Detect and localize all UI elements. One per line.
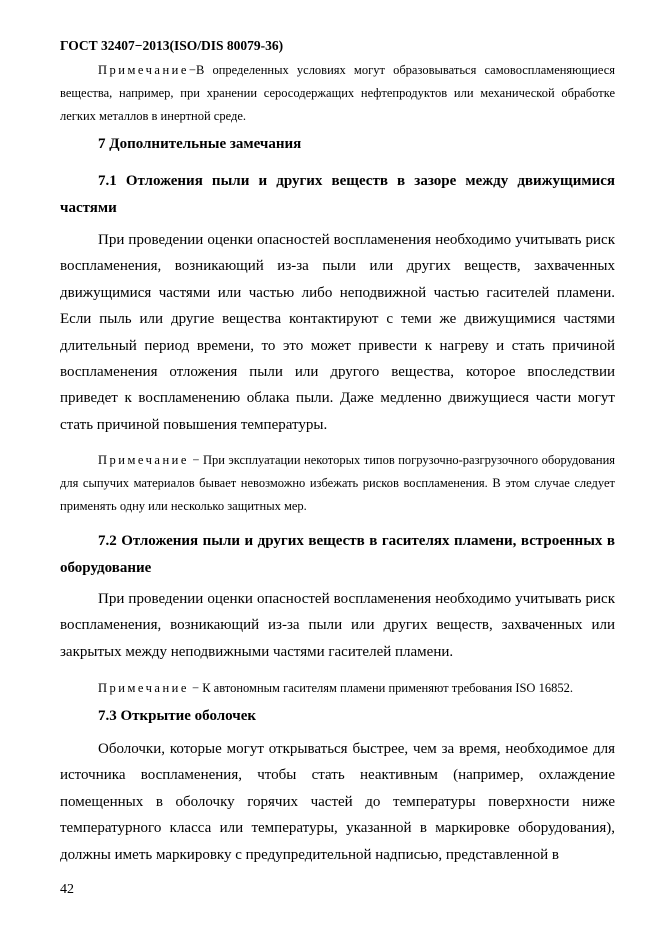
note-dash: −: [188, 63, 196, 77]
note-dash: −: [192, 681, 200, 695]
note-label: Примечание: [98, 681, 189, 695]
note-label: Примечание: [98, 453, 189, 467]
section-7-2-heading: 7.2 Отложения пыли и других веществ в гасителях пламени, встроенных в оборудование: [60, 533, 615, 576]
page-number: 42: [60, 882, 74, 897]
note-self-ignition: [60, 59, 615, 128]
note-text: К автономным гасителям пламени применяют требования ISO 16852.: [202, 681, 573, 695]
section-7-3-paragraph: Оболочки, которые могут открываться быстрее, чем за время, необходимое для источника воспламенения, чтобы стать неактивным (например, охлаждение помещенных в оболочку горячих частей до температуры поверхности ниже температурного класса или температуры, указанной в маркировке оборудования), должны иметь маркировку с предупредительной надписью, представленной в: [60, 741, 615, 863]
section-7-2-paragraph: При проведении оценки опасностей воспламенения необходимо учитывать риск воспламенения, возникающий из-за пыли или других веществ, захваченных или закрытых между неподвижными частями гасителей пламени.: [60, 591, 615, 660]
section-7-1-paragraph: При проведении оценки опасностей воспламенения необходимо учитывать риск воспламенения, возникающий из-за пыли или других веществ, захваченных движущимися частями или частью либо неподвижной частью гасителей пламени. Если пыль или другие вещества контактируют с теми же движущимися частями длительный период времени, то это может привести к нагреву и стать причиной воспламенения отложения пыли или другого вещества, которое впоследствии приведет к воспламенению облака пыли. Даже медленно движущиеся части могут стать причиной повышения температуры.: [60, 232, 615, 433]
note-text: В определенных условиях могут образовываться самовоспламеняющиеся вещества, например, при хранении серосодержащих нефтепродуктов или механической обработке легких металлов в инертной среде.: [60, 63, 615, 123]
section-7-1-heading: 7.1 Отложения пыли и других веществ в зазоре между движущимися частями: [60, 173, 615, 216]
note-text: При эксплуатации некоторых типов погрузочно-разгрузочного оборудования для сыпучих материалов бывает невозможно избежать рисков воспламенения. В этом случае следует применять одну или несколько защитных мер.: [60, 453, 616, 513]
section-7-2-note: [98, 677, 638, 700]
document-header: ГОСТ 32407−2013(ISO/DIS 80079-36): [60, 38, 284, 53]
section-7-3-heading: 7.3 Открытие оболочек: [98, 708, 257, 724]
section-7-heading: 7 Дополнительные замечания: [98, 136, 302, 152]
note-dash: −: [192, 453, 200, 467]
section-7-1-note: [60, 449, 615, 518]
note-label: Примечание: [98, 63, 189, 77]
